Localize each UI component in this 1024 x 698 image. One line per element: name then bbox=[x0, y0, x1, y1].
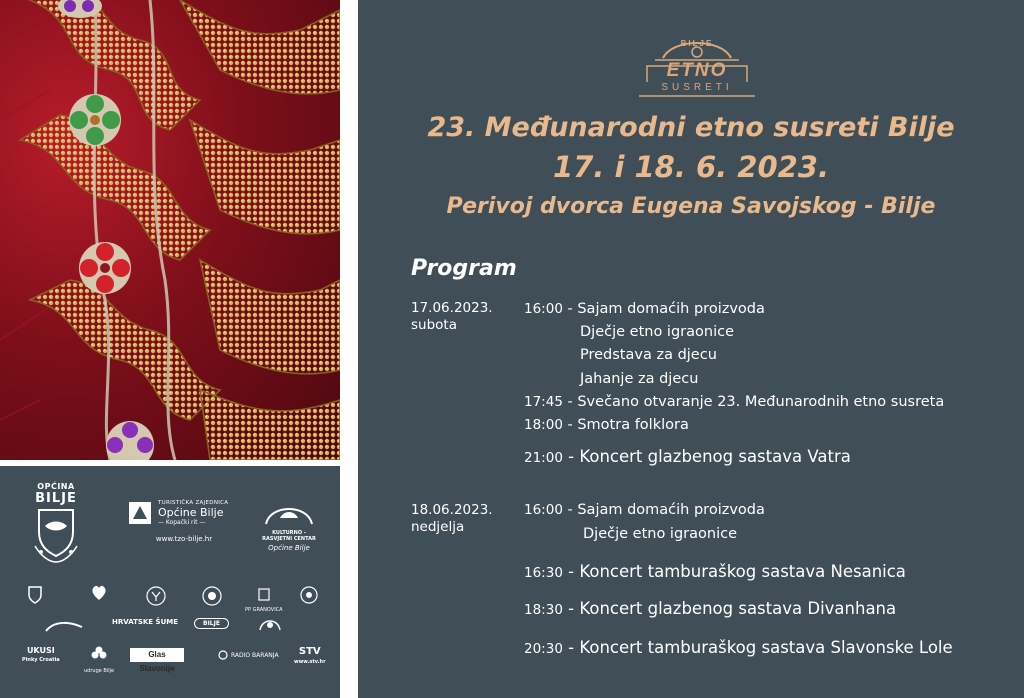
event-text: - Koncert tamburaškog sastava Nesanica bbox=[568, 562, 906, 581]
sponsor-pp-granovica bbox=[245, 586, 283, 613]
logo-bilje-text: BILJE bbox=[680, 39, 714, 48]
sponsor-crest-1 bbox=[28, 586, 42, 608]
tz-bilje-logo bbox=[128, 500, 240, 543]
event-text: - Koncert glazbenog sastava Divanhana bbox=[568, 599, 897, 618]
program-heading: Program bbox=[411, 256, 517, 281]
clover-icon bbox=[91, 646, 107, 662]
tz-website: www.tzo-bilje.hr bbox=[155, 535, 213, 543]
event-text: - Koncert glazbenog sastava Vatra bbox=[568, 447, 851, 466]
event-text: - Sajam domaćih proizvoda bbox=[567, 502, 765, 518]
event-text: Dječje etno igraonice bbox=[580, 324, 734, 340]
opcina-bilje-logo bbox=[22, 482, 90, 568]
sponsor-society bbox=[258, 614, 282, 636]
kc-emblem-icon bbox=[260, 496, 318, 526]
day-1-date: 17.06.2023. bbox=[411, 300, 493, 316]
schedule-item bbox=[580, 347, 717, 363]
schedule-item bbox=[524, 417, 689, 433]
schedule-item bbox=[524, 447, 851, 466]
schedule-item bbox=[580, 371, 698, 387]
round-badge-icon bbox=[202, 586, 222, 606]
radio-baranja-logo bbox=[218, 650, 279, 660]
schedule-item bbox=[583, 526, 737, 542]
event-text: Dječje etno igraonice bbox=[583, 526, 737, 542]
kulturni-centar-logo bbox=[258, 496, 320, 552]
coat-of-arms-icon bbox=[31, 506, 81, 564]
schedule-item bbox=[524, 562, 906, 581]
clover-logo bbox=[84, 646, 114, 674]
stv-logo bbox=[294, 646, 326, 665]
embroidery-photo bbox=[0, 0, 340, 460]
event-time: 16:00 bbox=[524, 502, 563, 518]
radio-baranja-label: RADIO BARANJA bbox=[231, 651, 279, 659]
event-text: - Sajam domaćih proizvoda bbox=[567, 301, 765, 317]
day-2-date: 18.06.2023. bbox=[411, 502, 493, 518]
event-time: 16:00 bbox=[524, 301, 563, 317]
sponsor-bird bbox=[44, 618, 84, 637]
flower-icon bbox=[300, 586, 318, 604]
tz-line3: — Kopački rit — bbox=[158, 519, 206, 526]
day-2-weekday: nedjelja bbox=[411, 519, 465, 535]
event-dates: 17. i 18. 6. 2023. bbox=[553, 150, 829, 184]
stv-label: STV bbox=[298, 646, 321, 657]
main-panel bbox=[358, 0, 1024, 698]
ukusi-sub-label: Pinky Croatia bbox=[22, 657, 60, 663]
stv-website: www.stv.hr bbox=[294, 659, 326, 665]
event-text: - Svečano otvaranje 23. Međunarodnih etno susreta bbox=[567, 394, 945, 410]
logo-etno-text: ETNO bbox=[666, 60, 728, 81]
schedule-item bbox=[524, 301, 765, 317]
kc-line2: Općine Bilje bbox=[268, 544, 310, 552]
schedule-item bbox=[580, 324, 734, 340]
schedule-item bbox=[524, 394, 944, 410]
crest-icon bbox=[28, 586, 42, 604]
event-venue: Perivoj dvorca Eugena Savojskog - Bilje bbox=[446, 194, 936, 219]
ukusi-logo bbox=[22, 646, 60, 663]
tz-line2: Općine Bilje bbox=[158, 506, 224, 519]
bilje-badge-logo bbox=[194, 618, 229, 629]
sponsor-deer bbox=[146, 586, 166, 610]
event-time: 21:00 bbox=[524, 450, 563, 466]
bilje-badge-label: BILJE bbox=[194, 618, 229, 629]
sponsor-flower bbox=[300, 586, 318, 608]
etno-susreti-logo bbox=[633, 36, 761, 98]
event-text: Predstava za djecu bbox=[580, 347, 717, 363]
day-1-weekday: subota bbox=[411, 317, 457, 333]
event-time: 18:30 bbox=[524, 602, 563, 618]
schedule-item bbox=[524, 599, 896, 618]
kc-line1: KULTURNO - RASVJETNI CENTAR bbox=[262, 530, 316, 542]
opcina-name: BILJE bbox=[35, 491, 77, 506]
sponsor-heart bbox=[90, 584, 108, 606]
event-text: - Smotra folklora bbox=[567, 417, 689, 433]
tz-emblem-icon bbox=[128, 501, 152, 525]
sponsors-panel bbox=[0, 466, 340, 698]
ukusi-label: UKUSI bbox=[26, 646, 55, 655]
event-time: 18:00 bbox=[524, 417, 563, 433]
schedule-item bbox=[524, 502, 765, 518]
pp-granovica-label: PP GRANOVICA bbox=[245, 607, 283, 613]
heart-icon bbox=[90, 584, 108, 602]
hrvatske-sume-label: HRVATSKE ŠUME bbox=[112, 618, 178, 626]
building-icon bbox=[257, 587, 271, 601]
hrvatske-sume-logo bbox=[112, 618, 178, 626]
day-1-label bbox=[411, 300, 493, 334]
event-time: 20:30 bbox=[524, 641, 563, 657]
event-time: 16:30 bbox=[524, 565, 563, 581]
radio-icon bbox=[218, 650, 228, 660]
event-time: 17:45 bbox=[524, 394, 563, 410]
tz-line1: TURISTIČKA ZAJEDNICA bbox=[158, 500, 229, 506]
event-text: - Koncert tamburaškog sastava Slavonske Lole bbox=[568, 638, 953, 657]
opcina-label: OPĆINA bbox=[37, 482, 75, 491]
embroidery-illustration bbox=[0, 0, 340, 460]
event-title: 23. Međunarodni etno susreti Bilje bbox=[427, 112, 955, 143]
schedule-item bbox=[524, 638, 953, 657]
glas-slavonije-logo: Glas Slavonije bbox=[130, 648, 184, 662]
sponsor-round bbox=[202, 586, 222, 610]
deer-badge-icon bbox=[146, 586, 166, 606]
event-text: Jahanje za djecu bbox=[580, 371, 699, 387]
bird-logo-icon bbox=[44, 619, 84, 633]
logo-susreti-text: SUSRETI bbox=[661, 82, 733, 93]
society-emblem-icon bbox=[258, 614, 282, 632]
day-2-label bbox=[411, 502, 493, 536]
clover-label: udruge Bilje bbox=[84, 668, 115, 674]
